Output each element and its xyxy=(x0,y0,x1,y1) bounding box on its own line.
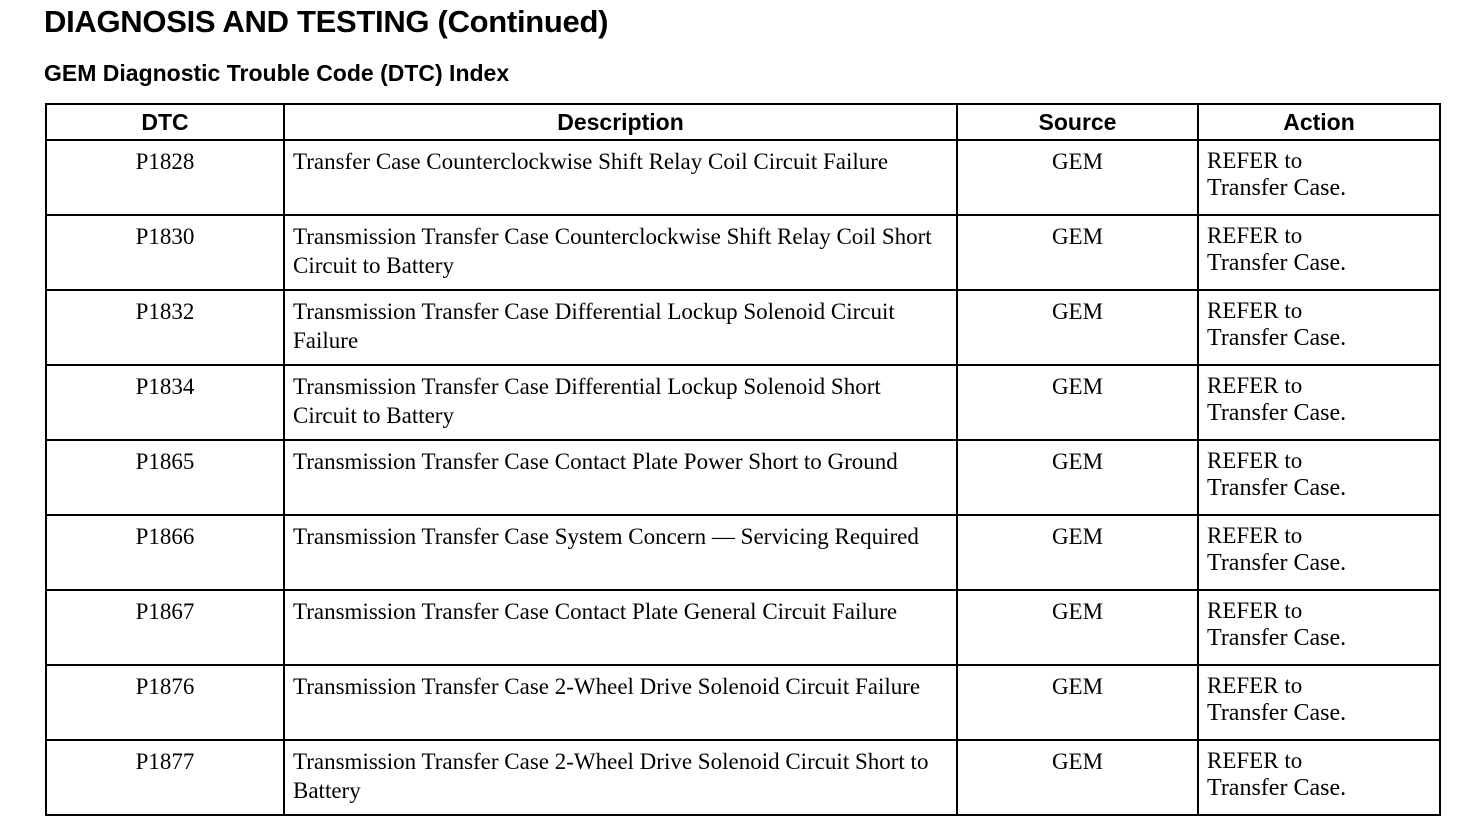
action-refer-text: REFER to xyxy=(1207,223,1303,248)
dtc-code-cell: P1877 xyxy=(46,740,284,815)
action-cell xyxy=(1198,290,1440,365)
column-header-dtc: DTC xyxy=(46,104,284,140)
table-title: GEM Diagnostic Trouble Code (DTC) Index xyxy=(44,60,510,86)
dtc-code-cell: P1866 xyxy=(46,515,284,590)
description-cell: Transmission Transfer Case 2-Wheel Drive Solenoid Circuit Failure xyxy=(284,665,957,740)
dtc-index-table xyxy=(45,103,1441,816)
action-target-text: Transfer Case. xyxy=(1207,625,1347,651)
action-refer-text: REFER to xyxy=(1207,373,1303,398)
source-cell: GEM xyxy=(957,665,1198,740)
description-cell: Transfer Case Counterclockwise Shift Relay Coil Circuit Failure xyxy=(284,140,957,215)
action-refer-text: REFER to xyxy=(1207,598,1303,623)
source-cell: GEM xyxy=(957,590,1198,665)
action-cell xyxy=(1198,515,1440,590)
table-row xyxy=(46,140,1440,215)
action-refer-text: REFER to xyxy=(1207,148,1303,173)
source-cell: GEM xyxy=(957,515,1198,590)
dtc-code-cell: P1828 xyxy=(46,140,284,215)
action-cell xyxy=(1198,215,1440,290)
action-refer-text: REFER to xyxy=(1207,673,1303,698)
table-row xyxy=(46,365,1440,440)
table-row xyxy=(46,740,1440,815)
action-target-text: Transfer Case. xyxy=(1207,250,1347,276)
dtc-code-cell: P1832 xyxy=(46,290,284,365)
source-cell: GEM xyxy=(957,740,1198,815)
action-cell xyxy=(1198,665,1440,740)
description-cell: Transmission Transfer Case Contact Plate General Circuit Failure xyxy=(284,590,957,665)
action-refer-text: REFER to xyxy=(1207,523,1303,548)
action-cell xyxy=(1198,440,1440,515)
column-header-action: Action xyxy=(1198,104,1440,140)
action-target-text: Transfer Case. xyxy=(1207,700,1347,726)
source-cell: GEM xyxy=(957,440,1198,515)
action-cell xyxy=(1198,590,1440,665)
action-cell xyxy=(1198,740,1440,815)
description-cell: Transmission Transfer Case Differential Lockup Solenoid Circuit Failure xyxy=(284,290,957,365)
action-cell xyxy=(1198,365,1440,440)
action-cell xyxy=(1198,140,1440,215)
table-header-row xyxy=(46,104,1440,140)
table-row xyxy=(46,215,1440,290)
table-row xyxy=(46,515,1440,590)
dtc-code-cell: P1876 xyxy=(46,665,284,740)
column-header-description: Description xyxy=(284,104,957,140)
action-target-text: Transfer Case. xyxy=(1207,775,1347,801)
description-cell: Transmission Transfer Case Contact Plate Power Short to Ground xyxy=(284,440,957,515)
action-target-text: Transfer Case. xyxy=(1207,400,1347,426)
dtc-code-cell: P1834 xyxy=(46,365,284,440)
dtc-code-cell: P1830 xyxy=(46,215,284,290)
dtc-code-cell: P1865 xyxy=(46,440,284,515)
description-cell: Transmission Transfer Case Differential Lockup Solenoid Short Circuit to Battery xyxy=(284,365,957,440)
description-cell: Transmission Transfer Case Counterclockwise Shift Relay Coil Short Circuit to Battery xyxy=(284,215,957,290)
source-cell: GEM xyxy=(957,365,1198,440)
source-cell: GEM xyxy=(957,215,1198,290)
source-cell: GEM xyxy=(957,290,1198,365)
action-refer-text: REFER to xyxy=(1207,748,1303,773)
table-row xyxy=(46,665,1440,740)
dtc-code-cell: P1867 xyxy=(46,590,284,665)
table-body xyxy=(46,140,1440,815)
action-target-text: Transfer Case. xyxy=(1207,325,1347,351)
action-refer-text: REFER to xyxy=(1207,448,1303,473)
source-cell: GEM xyxy=(957,140,1198,215)
action-target-text: Transfer Case. xyxy=(1207,175,1347,201)
table-row xyxy=(46,590,1440,665)
table-row xyxy=(46,290,1440,365)
action-refer-text: REFER to xyxy=(1207,298,1303,323)
table-row xyxy=(46,440,1440,515)
description-cell: Transmission Transfer Case 2-Wheel Drive Solenoid Circuit Short to Battery xyxy=(284,740,957,815)
action-target-text: Transfer Case. xyxy=(1207,550,1347,576)
column-header-source: Source xyxy=(957,104,1198,140)
page-title: DIAGNOSIS AND TESTING (Continued) xyxy=(44,4,609,39)
action-target-text: Transfer Case. xyxy=(1207,475,1347,501)
description-cell: Transmission Transfer Case System Concern — Servicing Required xyxy=(284,515,957,590)
